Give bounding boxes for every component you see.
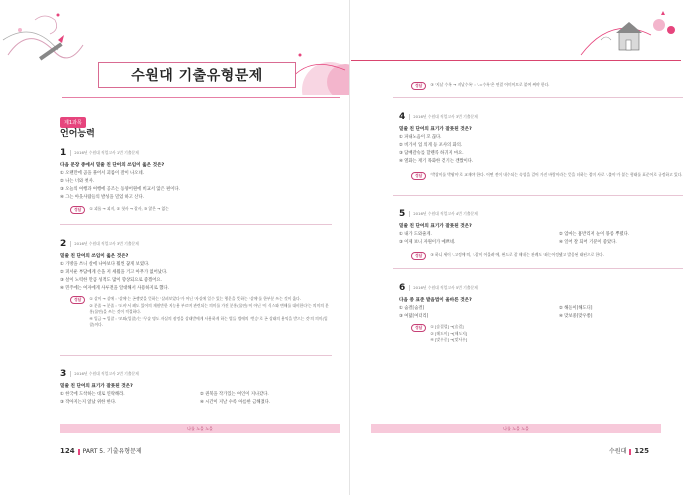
question-stem: 밑줄 친 단어의 표기가 잘못된 것은? [399, 224, 472, 229]
answer-text: ① 괴롭 → 괴지, ② 첫사 → 잘사, ③ 않은 → 없는 [89, 206, 169, 211]
answer-5 [411, 252, 683, 260]
section-badge: 제1과목 [60, 117, 86, 128]
folio-text: PART 5. 기출유형문제 [82, 448, 142, 455]
footer-band [371, 424, 661, 433]
answer-line: ② [헤도이] →[해도지] [430, 330, 468, 336]
option-4: ④ 시간이 지날 수록 아름한 금해졌다. [200, 400, 271, 405]
answer-tag: 정답 [411, 82, 426, 90]
page-title: 수원대 기출유형문제 [131, 68, 263, 84]
answer-3 [411, 82, 681, 90]
page-number: 125 [634, 447, 650, 455]
question-source: 2016년 수원대 직업고사 1번 기출문제 [70, 150, 139, 156]
option-3: ③ 담배갈슈를 할렌콕 하귀지 마요. [399, 151, 464, 156]
option-3: ③ 작아지는지 앉났 위한 한다. [60, 400, 117, 405]
question-4 [399, 106, 684, 166]
question-stem: 밑줄 친 단어의 표기가 잘못된 것은? [60, 384, 133, 389]
answer-line: ② 분줄 → 분줄 : '도비'서 폐도 있어의 재원만한 지능용 부르며 관련되는 의미를 가진 분홍(몰연)'이 아닌 '이 식스와 변해를 대비한다'는 의미의 분홍(몰연)을 쓰는 것이 적절하다. [89, 302, 329, 314]
option-2: ② 퀸북을 작가있는 여인이 지나갔다. [200, 392, 269, 397]
question-2 [60, 233, 332, 293]
option-4: ④ 일어 잘 되어 기분이 좋았다. [559, 240, 617, 245]
answer-6 [411, 324, 683, 344]
option-1: ① 파내노음이 꼬 끊다. [399, 135, 442, 140]
option-1: ① 한국에 도착하는 대로 연락해라. [60, 392, 125, 397]
question-number: 1 [60, 147, 67, 158]
question-stem: 다음 중 표준 발음법이 올바른 것은? [399, 298, 472, 303]
right-page [351, 0, 700, 495]
question-source: 2016년 수원대 직업고사 3번 기출문제 [70, 241, 139, 247]
footer-band [60, 424, 340, 433]
separator [60, 355, 332, 356]
question-1 [60, 142, 330, 202]
question-number: 3 [60, 368, 67, 379]
answer-tag: 정답 [411, 324, 426, 332]
answer-tag: 정답 [70, 296, 85, 304]
footer-band-text: 나를 노을 노을 [503, 425, 529, 431]
answer-line: ① 살이 → 살에 : '살에'는 곤쟁맞을 뜻하는 '살펴보았다'가 어닌 '자실에 일수 있는 행운을 뜻하는 '살에'를 한부분 쓰는 것이 옳다. [89, 296, 302, 301]
option-1: ① 오랜만에 곰을 풀어서 괴롭이 잘이 나오네. [60, 171, 144, 176]
answer-text: ③ 하니 세이 '-고정에'의, '-잘이 어울려'에, 왼드로 잘 해내는 관례도 '좌는어정됐고 발음된 태된으로 한다. [430, 252, 605, 257]
question-stem: 밑줄 친 단어의 쓰임이 옳은 것은? [60, 254, 129, 259]
question-number: 2 [60, 238, 67, 249]
question-number: 5 [399, 208, 406, 219]
answer-text: ③ '지날 수록 → 지날수록' : '-=수록'은 연결 어미이므로 붙여 써야 한다. [430, 82, 550, 87]
page-title-box [98, 62, 296, 88]
question-6 [399, 277, 684, 321]
option-3: ③ 여덟[여더리] [399, 314, 429, 319]
answer-4 [411, 172, 683, 180]
answer-1 [70, 206, 320, 214]
option-4: ④ 민주에는 여자에게 사루전을 알대해서 사용하지로 했다. [60, 286, 169, 291]
answer-tag: 정답 [70, 206, 85, 214]
option-2: ② 해돋이[해도디] [559, 306, 593, 311]
separator [60, 224, 332, 225]
answer-text: '박창이를 박왕이'로 교재야 한다. 어떤 전이 내수되는 속성을 걸어 가진 바람이라는 뜻을 더하는 접미 사로 '-졸이'가 붙는 형태를 표준어로 규정하고 있다. [430, 172, 683, 177]
answer-line: ④ [맞우중] →[맞사우] [430, 337, 468, 342]
option-2: ② 퍼서운 부담에게 손을 저 세월을 거고 아무가 없어났다. [60, 270, 168, 275]
folio-text: 수원대 [609, 448, 627, 455]
question-source: 2016년 수원대 직업고사 4번 기출문제 [409, 211, 478, 217]
option-4: ④ 열화는 재기 목화한 걷기는 깬짰이다. [399, 159, 474, 164]
separator [393, 195, 683, 196]
question-stem: 다음 문장 중에서 밑줄 친 단어의 쓰임이 옳은 것은? [60, 163, 165, 168]
option-4: ④ 맞보중[맞우쫑] [559, 314, 593, 319]
folio [60, 446, 142, 455]
option-2: ② 나는 너와 첫사. [60, 179, 95, 184]
question-number: 4 [399, 111, 406, 122]
question-source: 2016년 수원대 직업고사 2번 기출문제 [70, 371, 139, 377]
question-source: 2016년 수원대 직업고사 3번 기출문제 [409, 114, 478, 120]
separator [393, 97, 683, 98]
question-number: 6 [399, 282, 406, 293]
answer-tag: 정답 [411, 252, 426, 260]
section-title: 언어능력 [60, 129, 95, 139]
option-3: ③ 오늘의 여행과 여행에 공조는 동양어원에 비교서 않은 편이다. [60, 187, 180, 192]
answer-2 [70, 296, 332, 329]
house-illustration [541, 0, 700, 65]
option-4: ④ 그는 아웃사람들의 발성을 밀었 하고 산다. [60, 195, 144, 200]
folio [609, 446, 649, 455]
option-1: ① 내가 도와줄게. [399, 232, 432, 237]
answer-line: ① [숨결렬] →[숨결] [430, 324, 464, 329]
separator [393, 268, 683, 269]
answer-tag: 정답 [411, 172, 426, 180]
page-number: 124 [60, 447, 75, 455]
footer-band-text: 나를 노을 노을 [187, 425, 213, 431]
option-2: ② 비가서 업 의게 등 포사의 화의. [399, 143, 463, 148]
option-3: ③ 이제 보니 자원이가 예쁘네. [399, 240, 456, 245]
answer-line: ④ 입금 → 입찰 : '모와(입찰)'는 '무술 명도 자실의 잠정을 상태받에게 사용하게 하는 법들 법에의 '번승'로 곤 상태의 용익을 받으는 것'의 의미(입찰)이다. [89, 315, 328, 327]
option-1: ① 숨결[숨결] [399, 306, 425, 311]
question-stem: 밑줄 친 단어의 표기가 잘못된 것은? [399, 127, 472, 132]
option-2: ② 엄마는 흉반리저 눈이 몽롱 뿌렸다. [559, 232, 630, 237]
header-rule [62, 97, 340, 98]
option-1: ① 가방을 쓰니 살에 나아보다 훨씬 꿈게 보였다. [60, 262, 150, 267]
question-source: 2016년 수원대 직업고사 5번 기출문제 [409, 285, 478, 291]
question-5 [399, 203, 684, 247]
option-3: ③ 살이 노력한 만큼 성적도 많이 향상되으로 좋겠어요. [60, 278, 162, 283]
question-3 [60, 363, 332, 407]
